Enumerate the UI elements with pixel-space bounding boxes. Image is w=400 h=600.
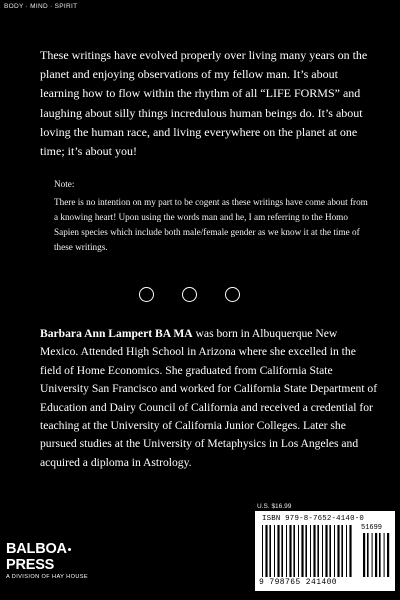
category-label: BODY · MIND · SPIRIT: [4, 3, 78, 10]
publisher-division: A DIVISION OF HAY HOUSE: [6, 574, 89, 580]
publisher-name-right: PRESS: [6, 557, 55, 573]
note-label: Note:: [54, 179, 75, 189]
ornament-divider: [139, 287, 240, 302]
author-name: Barbara Ann Lampert BA MA: [40, 327, 193, 340]
price-label: U.S. $16.99: [257, 503, 292, 510]
circle-ornament-icon: [139, 287, 154, 302]
intro-paragraph: These writings have evolved properly over living many years on the planet and enjoying observations of my fellow man. It’s about learning how to flow within the rhythm of all “LIFE FORMS” and laughing about silly things incredulous human beings do. It’s about loving the human race, and living everywhere on the planet at one time; it’s about you!: [40, 48, 368, 159]
author-bio: [40, 325, 378, 472]
circle-ornament-icon: [182, 287, 197, 302]
publisher-logo: [6, 541, 94, 581]
author-bio-text: was born in Albuquerque New Mexico. Attended High School in Arizona where she excelled in the field of Home Economics. She graduated from California State University San Francisco and worked for California State Department of Education and Dairy Council of California and received a credential for teaching at the University of California Junior Colleges. Later she pursued studies at the University of Metaphysics in Los Angeles and acquired a diploma in Astrology.: [40, 327, 378, 469]
isbn-text: ISBN 979-8-7652-4140-0: [262, 515, 364, 523]
barcode-digits: 9 798765 241400: [259, 578, 338, 587]
note-text: There is no intention on my part to be cogent as these writings have come about from a knowing heart! Upon using the words man and he, I am referring to the Homo Sapien species which include both male/female gender as we know it at the time of these writings.: [54, 197, 368, 252]
ean-barcode-bars: [262, 525, 354, 579]
isbn-barcode: [255, 511, 395, 591]
logo-dot-icon: [68, 548, 71, 551]
addon-barcode-bars: [363, 533, 391, 579]
publisher-name-left: BALBOA: [6, 541, 67, 557]
circle-ornament-icon: [225, 287, 240, 302]
barcode-addon-number: 51699: [361, 524, 383, 532]
note-block: [54, 177, 369, 255]
